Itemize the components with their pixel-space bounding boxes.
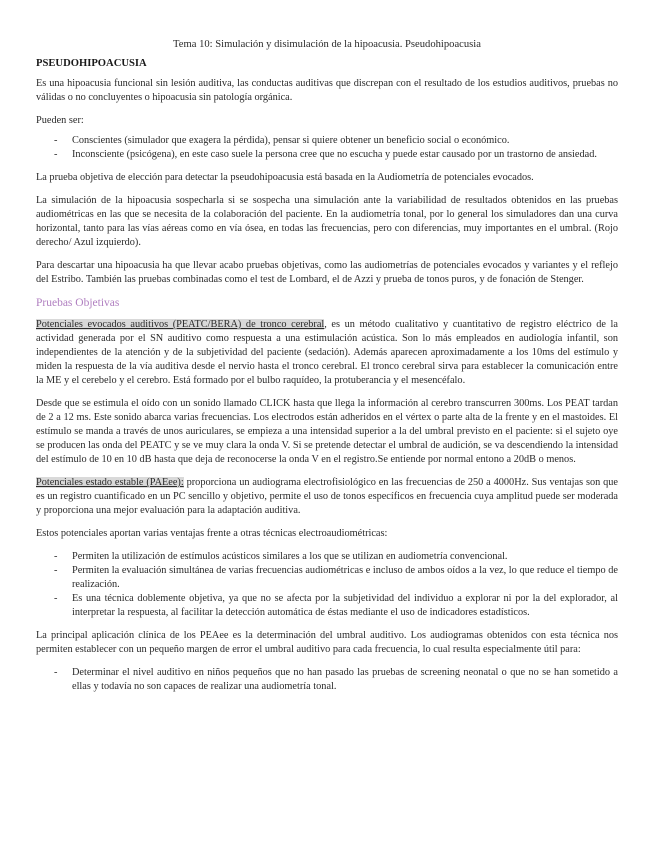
application-paragraph: La principal aplicación clínica de los PEAee es la determinación del umbral auditivo. Los audiogramas obtenidos con esta técnica nos permiten establecer con un pequeño margen de error el umbral auditivo para cada frecuencia, lo cual resulta especialmente útil para: — [36, 630, 618, 655]
paee-paragraph — [36, 476, 618, 518]
list-item: - Permiten la evaluación simultánea de varias frecuencias audiométricas e incluso de ambos oídos a la vez, lo que reduce el tiempo de realización. — [36, 564, 618, 592]
list-item: - Inconsciente (psicógena), en este caso suele la persona cree que no escucha y puede estar causado por un trastorno de ansiedad. — [36, 148, 618, 162]
types-list — [36, 134, 618, 162]
subsection-heading: Pruebas Objetivas — [36, 297, 120, 309]
paee-text: proporciona un audiograma electrofisiológico en las frecuencias de 250 a 4000Hz. Sus ventajas son que es un registro cuantificado en un PC sencillo y objetivo, permite el uso de tonos específicos en frecuencia cuya amplitud puede ser moderada y proporciona una mejor evaluación para la adaptación auditiva. — [36, 477, 618, 516]
list-item: - Conscientes (simulador que exagera la pérdida), pensar si quiere obtener un beneficio social o económico. — [36, 134, 618, 148]
pueden-ser-label: Pueden ser: — [36, 115, 84, 126]
click-paragraph: Desde que se estimula el oído con un sonido llamado CLICK hasta que llega la información al cerebro transcurren 300ms. Los PEAT tardan de 2 a 12 ms. Este sonido abarca varias frecuencias. Los electrodos están adheridos en el vértex o parte alta de la frente y en el mastoides. El estímulo se manda a través de unos auriculares, se empieza a una intensidad superior a la del umbral previsto en el paciente: si el sujeto oye se producen las onda del PEATC y se ve muy clara la onda V. Si se pretende detectar el umbral de audición, se va descendiendo la intensidad del estímulo de 10 en 10 dB hasta que deja de reconocerse la onda V en el registro.Se entiende por normal entono a 20dB o menos. — [36, 398, 618, 465]
advantages-intro: Estos potenciales aportan varias ventajas frente a otras técnicas electroaudiométricas: — [36, 528, 388, 539]
uses-list — [36, 666, 618, 694]
section-title: PSEUDOHIPOACUSIA — [36, 58, 147, 69]
list-item: - Permiten la utilización de estímulos acústicos similares a los que se utilizan en audiometría convencional. — [36, 550, 618, 564]
discard-paragraph: Para descartar una hipoacusia ha que llevar acabo pruebas objetivas, como las audiometrías de potenciales evocados y variantes y el reflejo del Estribo. También las pruebas combinadas como el test de Lombard, el de Azzi y prueba de tonos puros, y de fonación de Stenger. — [36, 260, 618, 285]
list-item: - Es una técnica doblemente objetiva, ya que no se afecta por la subjetividad del individuo a explorar ni por la del explorador, al interpretar la respuesta, al facilitar la detección automática de éstas mediante el uso de indicadores estadísticos. — [36, 592, 618, 620]
simulation-paragraph: La simulación de la hipoacusia sospecharla si se sospecha una simulación ante la variabilidad de resultados obtenidos en las pruebas audiométricas en las que se necesita de la colaboración del paciente. En la audiometría tonal, por lo general los simuladores dan una curva horizontal, tanto para las vías aéreas como en vía ósea, en todas las frecuencias, pero con diferencias, muy importantes en el umbral. (Rojo derecho/ Azul izquierdo). — [36, 195, 618, 248]
peatc-text: , es un método cualitativo y cuantitativo de registro eléctrico de la actividad generada por el SN auditivo como respuesta a una estimulación acústica. Son lo más empleados en audiología infantil, son independientes de la atención y de la subjetividad del paciente (sedación). Además aparecen aproximadamente a los 10ms del estímulo y miden la respuesta de la vía auditiva desde el nervio hasta el tronco cerebral. El tronco cerebral sirva para establecer la comunicación entre la ME y el cerebelo y el cerebro. Está formado por el bulbo raquídeo, la protuberancia y el mesencéfalo. — [36, 319, 618, 386]
paee-highlight: Potenciales estado estable (PAEee): — [36, 477, 184, 488]
document-page — [36, 38, 618, 703]
intro-paragraph: Es una hipoacusia funcional sin lesión auditiva, las conductas auditivas que discrepan con el resultado de los estudios auditivos, pruebas no válidas o no concluyentes o hipoacusia sin patología orgánica. — [36, 78, 618, 103]
objective-test-paragraph: La prueba objetiva de elección para detectar la pseudohipoacusia está basada en la Audiometría de potenciales evocados. — [36, 172, 534, 183]
advantages-list — [36, 550, 618, 620]
page-header: Tema 10: Simulación y disimulación de la hipoacusia. Pseudohipoacusia — [173, 39, 481, 50]
list-item: - Determinar el nivel auditivo en niños pequeños que no han pasado las pruebas de screening neonatal o que no se han sometido a ellas y todavía no son capaces de realizar una audiometría tonal. — [36, 666, 618, 694]
peatc-paragraph — [36, 318, 618, 388]
peatc-highlight: Potenciales evocados auditivos (PEATC/BERA) de tronco cerebral — [36, 319, 325, 330]
